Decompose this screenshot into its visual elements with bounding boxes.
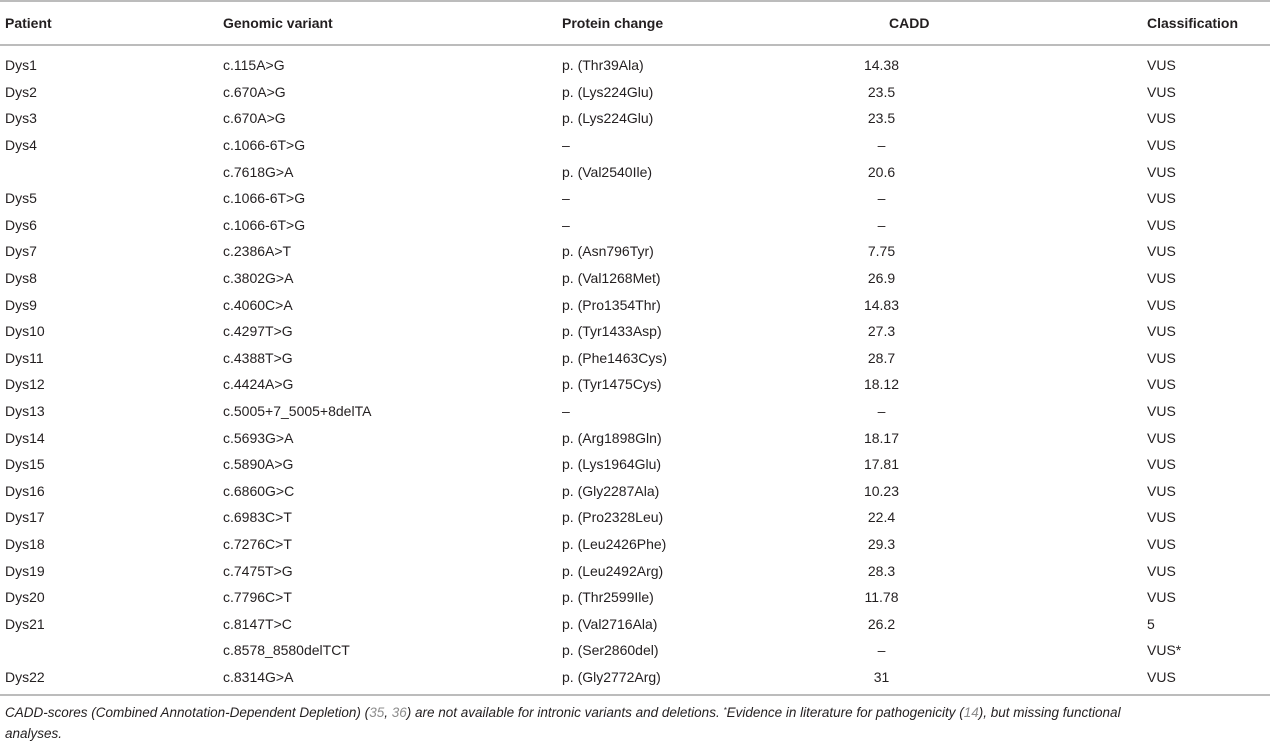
footnote-text: ) are not available for intronic variants and deletions. <box>406 705 724 720</box>
classification-cell: VUS <box>1147 296 1176 313</box>
genomic-variant-cell: c.7475T>G <box>223 562 293 579</box>
protein-change-cell: p. (Leu2492Arg) <box>562 562 664 579</box>
protein-change-cell: – <box>562 190 570 207</box>
cadd-score-cell <box>784 504 1142 531</box>
footnote-text: , <box>384 705 392 720</box>
classification-cell: 5 <box>1147 615 1155 632</box>
protein-change-cell: p. (Thr39Ala) <box>562 57 644 74</box>
genomic-variant-cell: c.5890A>G <box>223 456 294 473</box>
header-genomic-variant: Genomic variant <box>223 15 333 31</box>
classification-cell: VUS <box>1147 163 1176 180</box>
table-row <box>0 105 1270 132</box>
classification-cell: VUS <box>1147 270 1176 287</box>
protein-change-cell: p. (Phe1463Cys) <box>562 349 668 366</box>
header-row <box>0 1 1270 45</box>
cadd-score-cell <box>784 371 1142 398</box>
cadd-score-cell <box>784 158 1142 185</box>
cadd-score-cell <box>784 345 1142 372</box>
table-row <box>0 238 1270 265</box>
table-row <box>0 212 1270 239</box>
table-body <box>0 45 1270 695</box>
cadd-score-value: – <box>877 137 886 154</box>
patient-cell: Dys5 <box>5 190 37 207</box>
cadd-score-cell <box>784 610 1142 637</box>
citation-link-14[interactable]: 14 <box>963 705 979 720</box>
footnote-text: Evidence in literature for pathogenicity ( <box>726 705 964 720</box>
genomic-variant-cell: c.115A>G <box>223 57 285 74</box>
patient-cell: Dys9 <box>5 296 37 313</box>
cadd-score-cell <box>784 637 1142 664</box>
patient-cell: Dys18 <box>5 535 45 552</box>
patient-cell: Dys12 <box>5 376 45 393</box>
table-row <box>0 504 1270 531</box>
cadd-score-cell <box>784 185 1142 212</box>
cadd-score-cell <box>784 584 1142 611</box>
classification-cell: VUS <box>1147 216 1176 233</box>
protein-change-cell: p. (Val2716Ala) <box>562 615 658 632</box>
header-classification: Classification <box>1147 15 1239 31</box>
protein-change-cell: – <box>562 216 570 233</box>
table-row <box>0 158 1270 185</box>
classification-cell: VUS <box>1147 589 1176 606</box>
protein-change-cell: p. (Pro1354Thr) <box>562 296 661 313</box>
cadd-score-cell <box>784 132 1142 159</box>
cadd-score-value: 28.7 <box>867 349 896 366</box>
patient-cell: Dys4 <box>5 137 37 154</box>
table-row <box>0 584 1270 611</box>
cadd-score-cell <box>784 45 1142 79</box>
patient-cell: Dys8 <box>5 270 37 287</box>
patient-cell: Dys2 <box>5 83 37 100</box>
cadd-score-cell <box>784 212 1142 239</box>
header-patient: Patient <box>5 15 52 31</box>
genomic-variant-cell: c.1066-6T>G <box>223 190 306 207</box>
table-row <box>0 318 1270 345</box>
table-row <box>0 265 1270 292</box>
genomic-variant-cell: c.1066-6T>G <box>223 216 306 233</box>
classification-cell: VUS <box>1147 668 1176 685</box>
cadd-score-cell <box>784 531 1142 558</box>
protein-change-cell: p. (Leu2426Phe) <box>562 535 667 552</box>
cadd-score-cell <box>784 318 1142 345</box>
patient-cell <box>0 637 218 664</box>
protein-change-cell: p. (Lys224Glu) <box>562 110 654 127</box>
genomic-variant-cell: c.5005+7_5005+8delTA <box>223 403 372 420</box>
genomic-variant-cell: c.6983C>T <box>223 509 292 526</box>
genomic-variant-cell: c.7276C>T <box>223 535 292 552</box>
protein-change-cell: p. (Val2540Ile) <box>562 163 653 180</box>
classification-cell: VUS <box>1147 482 1176 499</box>
protein-change-cell: p. (Lys1964Glu) <box>562 456 662 473</box>
classification-cell: VUS <box>1147 562 1176 579</box>
cadd-score-value: 29.3 <box>867 535 896 552</box>
protein-change-cell: p. (Val1268Met) <box>562 270 661 287</box>
protein-change-cell: p. (Lys224Glu) <box>562 83 654 100</box>
cadd-score-value: – <box>877 403 886 420</box>
cadd-score-value: 28.3 <box>867 562 896 579</box>
table-header <box>0 1 1270 45</box>
genomic-variant-cell: c.8147T>C <box>223 615 292 632</box>
table-row <box>0 557 1270 584</box>
cadd-score-value: 27.3 <box>867 323 896 340</box>
protein-change-cell: p. (Gly2287Ala) <box>562 482 660 499</box>
patient-cell: Dys3 <box>5 110 37 127</box>
header-cadd: CADD <box>889 15 930 31</box>
genomic-variant-cell: c.3802G>A <box>223 270 294 287</box>
classification-cell: VUS <box>1147 57 1176 74</box>
protein-change-cell: p. (Gly2772Arg) <box>562 668 661 685</box>
classification-cell: VUS <box>1147 137 1176 154</box>
cadd-score-cell <box>784 398 1142 425</box>
cadd-score-cell <box>784 291 1142 318</box>
cadd-score-cell <box>784 451 1142 478</box>
patient-cell: Dys17 <box>5 509 45 526</box>
table-row <box>0 398 1270 425</box>
protein-change-cell: p. (Thr2599Ile) <box>562 589 654 606</box>
table-row <box>0 79 1270 106</box>
patient-cell: Dys22 <box>5 668 45 685</box>
classification-cell: VUS <box>1147 83 1176 100</box>
table-row <box>0 345 1270 372</box>
cadd-score-value: – <box>877 642 886 659</box>
cadd-score-value: – <box>877 216 886 233</box>
patient-cell: Dys11 <box>5 349 44 366</box>
genomic-variant-cell: c.1066-6T>G <box>223 137 306 154</box>
cadd-score-cell <box>784 664 1142 696</box>
genomic-variant-cell: c.670A>G <box>223 83 286 100</box>
table-row <box>0 132 1270 159</box>
genomic-variant-cell: c.4060C>A <box>223 296 293 313</box>
patient-cell: Dys16 <box>5 482 45 499</box>
protein-change-cell: p. (Ser2860del) <box>562 642 659 659</box>
table-row <box>0 185 1270 212</box>
classification-cell: VUS <box>1147 429 1176 446</box>
citation-link-36[interactable]: 36 <box>391 705 407 720</box>
table-row <box>0 478 1270 505</box>
genomic-variant-cell: c.4424A>G <box>223 376 294 393</box>
patient-cell: Dys15 <box>5 456 45 473</box>
cadd-score-cell <box>784 238 1142 265</box>
table-row <box>0 371 1270 398</box>
patient-cell: Dys10 <box>5 323 45 340</box>
cadd-score-value: 23.5 <box>867 110 896 127</box>
patient-cell: Dys1 <box>5 57 37 74</box>
cadd-score-value: 14.38 <box>863 57 900 74</box>
classification-cell: VUS <box>1147 456 1176 473</box>
cadd-score-value: 31 <box>873 668 890 685</box>
cadd-score-cell <box>784 105 1142 132</box>
protein-change-cell: – <box>562 403 570 420</box>
cadd-score-cell <box>784 265 1142 292</box>
classification-cell: VUS <box>1147 376 1176 393</box>
classification-cell: VUS* <box>1147 642 1182 659</box>
table-row <box>0 664 1270 696</box>
classification-cell: VUS <box>1147 110 1176 127</box>
patient-cell: Dys6 <box>5 216 37 233</box>
protein-change-cell: p. (Pro2328Leu) <box>562 509 664 526</box>
genomic-variant-cell: c.5693G>A <box>223 429 294 446</box>
classification-cell: VUS <box>1147 190 1176 207</box>
classification-cell: VUS <box>1147 403 1176 420</box>
cadd-score-value: 11.78 <box>864 589 899 606</box>
protein-change-cell: p. (Arg1898Gln) <box>562 429 662 446</box>
cadd-score-cell <box>784 478 1142 505</box>
patient-cell: Dys14 <box>5 429 45 446</box>
classification-cell: VUS <box>1147 509 1176 526</box>
table-row <box>0 451 1270 478</box>
classification-cell: VUS <box>1147 243 1176 260</box>
table-row <box>0 291 1270 318</box>
asterisk-marker: * <box>723 706 727 715</box>
genomic-variant-cell: c.670A>G <box>223 110 286 127</box>
cadd-score-value: 26.2 <box>867 615 896 632</box>
cadd-score-value: 18.17 <box>863 429 900 446</box>
genomic-variant-cell: c.4388T>G <box>223 349 293 366</box>
table-row <box>0 531 1270 558</box>
footnote-text: CADD-scores (Combined Annotation-Dependent Depletion) ( <box>5 705 370 720</box>
cadd-score-value: 7.75 <box>867 243 896 260</box>
footnote-text: ), but missing functional analyses. <box>5 705 1121 741</box>
genomic-variant-cell: c.7618G>A <box>223 163 294 180</box>
table-row <box>0 424 1270 451</box>
patient-cell: Dys7 <box>5 243 37 260</box>
cadd-score-cell <box>784 79 1142 106</box>
protein-change-cell: p. (Tyr1433Asp) <box>562 323 662 340</box>
genomic-variant-cell: c.7796C>T <box>223 589 292 606</box>
genomic-variant-cell: c.8578_8580delTCT <box>223 642 350 659</box>
cadd-score-value: 23.5 <box>867 83 896 100</box>
cadd-score-value: 26.9 <box>867 270 896 287</box>
patient-cell: Dys20 <box>5 589 45 606</box>
cadd-score-value: 22.4 <box>867 509 896 526</box>
protein-change-cell: – <box>562 137 570 154</box>
cadd-score-cell <box>784 557 1142 584</box>
genomic-variant-cell: c.2386A>T <box>223 243 292 260</box>
header-protein-change: Protein change <box>562 15 664 31</box>
cadd-score-value: 10.23 <box>863 482 900 499</box>
cadd-score-value: 20.6 <box>867 163 896 180</box>
citation-link-35[interactable]: 35 <box>369 705 385 720</box>
cadd-score-value: 14.83 <box>863 296 900 313</box>
protein-change-cell: p. (Asn796Tyr) <box>562 243 654 260</box>
patient-cell: Dys13 <box>5 403 45 420</box>
table-row <box>0 45 1270 79</box>
classification-cell: VUS <box>1147 535 1176 552</box>
patient-cell: Dys21 <box>5 615 45 632</box>
table-row <box>0 610 1270 637</box>
cadd-score-value: 18.12 <box>863 376 900 393</box>
genomic-variant-cell: c.4297T>G <box>223 323 293 340</box>
table-row <box>0 637 1270 664</box>
cadd-score-cell <box>784 424 1142 451</box>
classification-cell: VUS <box>1147 349 1176 366</box>
genomic-variant-cell: c.8314G>A <box>223 668 294 685</box>
cadd-score-value: – <box>877 190 886 207</box>
patient-cell <box>0 158 218 185</box>
cadd-score-value: 17.81 <box>863 456 900 473</box>
genomic-variant-cell: c.6860G>C <box>223 482 295 499</box>
protein-change-cell: p. (Tyr1475Cys) <box>562 376 662 393</box>
classification-cell: VUS <box>1147 323 1176 340</box>
table-footnote <box>5 702 1140 744</box>
patient-cell: Dys19 <box>5 562 45 579</box>
